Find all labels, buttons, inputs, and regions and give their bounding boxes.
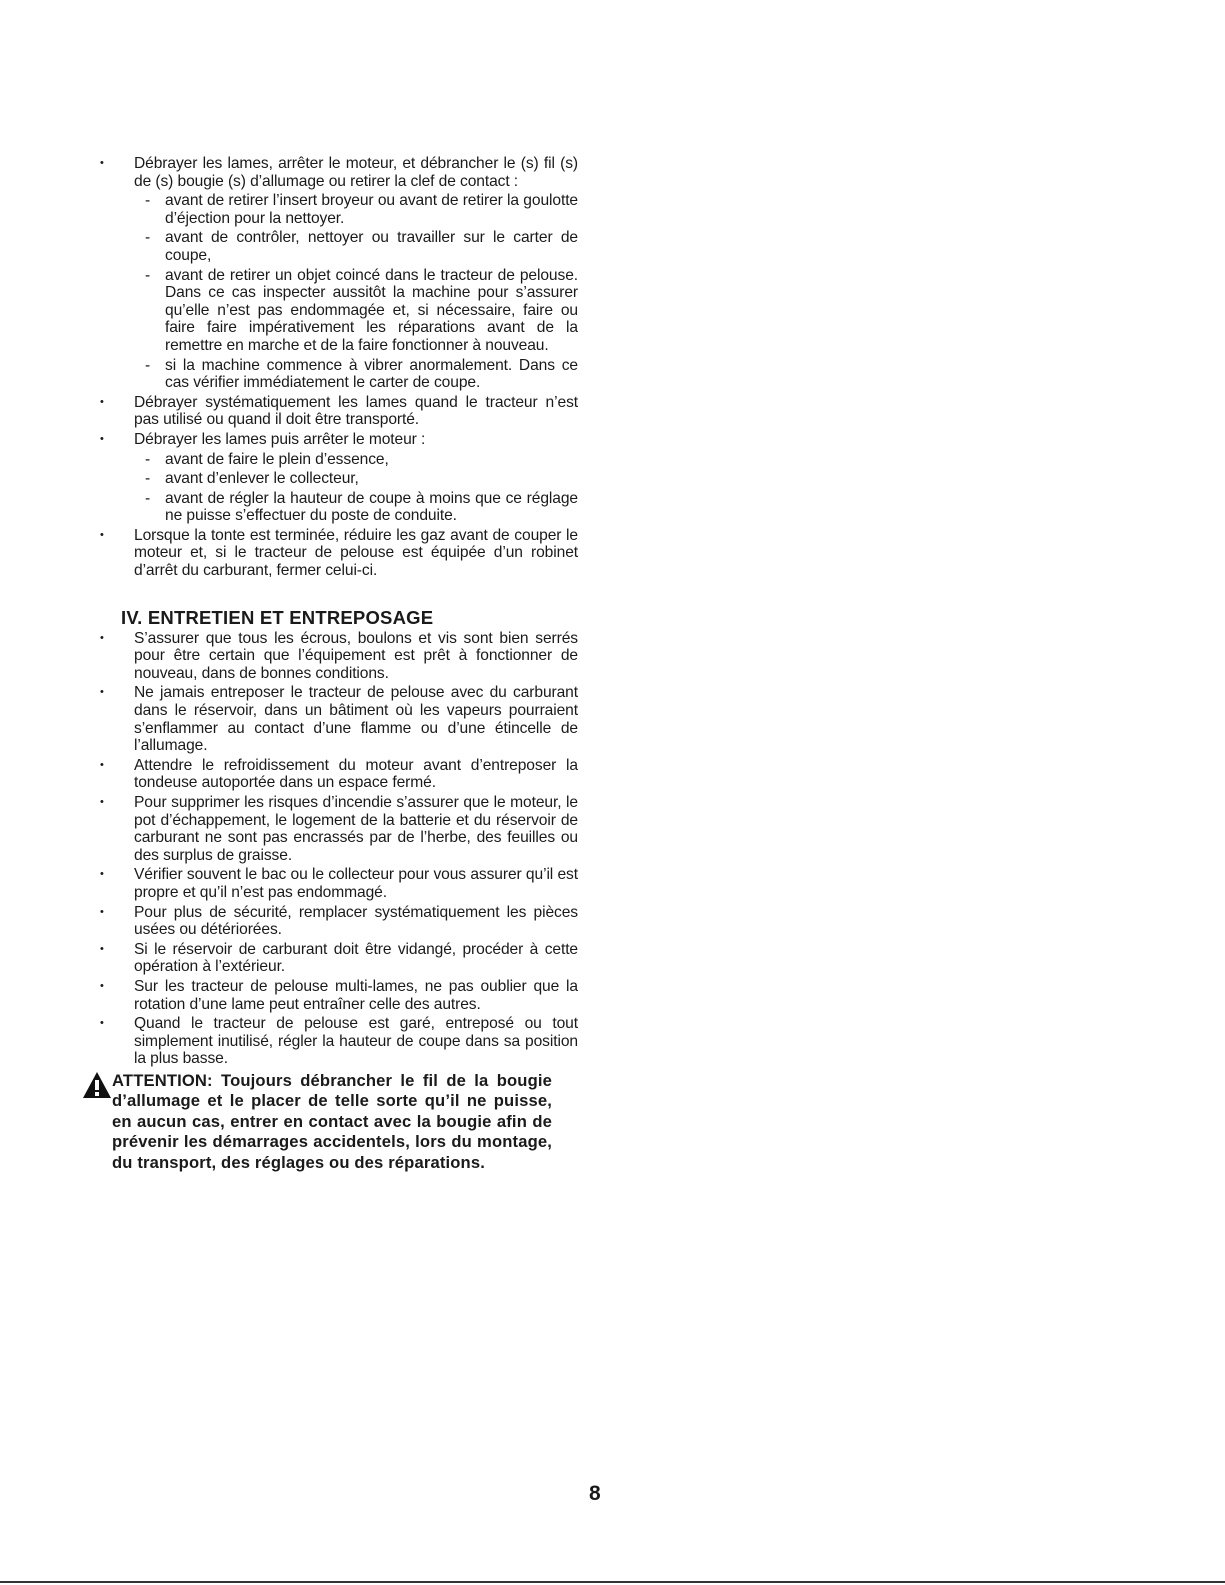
sub-item: - avant de faire le plein d’essence, <box>134 451 578 469</box>
bullet-text: • Sur les tracteur de pelouse multi-lames, ne pas oublier que la rotation d’une lame peut entraîner celle des autres. <box>134 977 578 1013</box>
sub-list <box>134 192 578 392</box>
bullet-item <box>96 394 578 429</box>
warning-text: ATTENTION: Toujours débrancher le fil de la bougie d’allumage et le placer de telle sorte qu’il ne puisse, en aucun cas, entrer en contact avec la bougie afin de prévenir les démarrages accidentels, lors du montage, du transport, des réglages ou des réparations. <box>112 1070 552 1172</box>
page-number: 8 <box>589 1482 601 1505</box>
bullet-text: • Ne jamais entreposer le tracteur de pelouse avec du carburant dans le réservoir, dans un bâtiment où les vapeurs pourraient s’enflammer au contact d’une flamme ou d’une étincelle de l’allumage. <box>134 684 578 755</box>
bullet-text: • Débrayer systématiquement les lames quand le tracteur n’est pas utilisé ou quand il doit être transporté. <box>134 393 578 429</box>
sub-item: - avant de retirer l’insert broyeur ou avant de retirer la goulotte d’éjection pour la nettoyer. <box>134 192 578 227</box>
bullet-text: • Débrayer les lames puis arrêter le moteur : <box>134 430 426 448</box>
bullet-item <box>96 684 578 754</box>
bullet-text: • Si le réservoir de carburant doit être vidangé, procéder à cette opération à l’extérieur. <box>134 940 578 976</box>
bullet-text: • Vérifier souvent le bac ou le collecteur pour vous assurer qu’il est propre et qu’il n’est pas endommagé. <box>134 866 578 901</box>
bullet-item <box>96 155 578 392</box>
sub-item: - avant de régler la hauteur de coupe à moins que ce réglage ne puisse s’effectuer du poste de conduite. <box>134 490 578 525</box>
bullet-item <box>96 630 578 683</box>
bullet-item <box>96 1015 578 1068</box>
bullet-item <box>96 866 578 901</box>
bullet-text: • Pour supprimer les risques d’incendie s’assurer que le moteur, le pot d’échappement, le logement de la batterie et du réservoir de carburant ne sont pas encrassés par de l’herbe, des feuilles ou des surplus de graisse. <box>134 794 578 864</box>
sub-list <box>134 451 578 525</box>
bullet-item <box>96 904 578 939</box>
bullet-item <box>96 431 578 525</box>
bottom-rule <box>0 1581 1225 1583</box>
warning-triangle-icon <box>82 1071 112 1099</box>
bullet-text: • Quand le tracteur de pelouse est garé, entreposé ou tout simplement inutilisé, régler la hauteur de coupe dans sa position la plus basse. <box>134 1015 578 1068</box>
sub-item: - avant de contrôler, nettoyer ou travailler sur le carter de coupe, <box>134 229 578 264</box>
bullet-text: • Attendre le refroidissement du moteur avant d’entreposer la tondeuse autoportée dans un espace fermé. <box>134 756 578 792</box>
sub-item: - si la machine commence à vibrer anormalement. Dans ce cas vérifier immédiatement le carter de coupe. <box>134 357 578 392</box>
bullet-item <box>96 978 578 1013</box>
sub-item: - avant d’enlever le collecteur, <box>134 470 578 488</box>
section-heading: IV. ENTRETIEN ET ENTREPOSAGE <box>121 606 434 628</box>
sub-item: - avant de retirer un objet coincé dans le tracteur de pelouse. Dans ce cas inspecter aussitôt la machine pour s’assurer qu’elle n’est pas endommagée et, si nécessaire, faire ou faire faire impérativement les réparations avant de la remettre en marche et de la faire fonctionner à nouveau. <box>134 267 578 355</box>
bullet-item <box>96 941 578 976</box>
bullet-text: • S’assurer que tous les écrous, boulons et vis sont bien serrés pour être certain que l’équipement est prêt à fonctionner de nouveau, dans de bonnes conditions. <box>134 629 578 682</box>
bullet-text: • Débrayer les lames, arrêter le moteur, et débrancher le (s) fil (s) de (s) bougie (s) d’allumage ou retirer la clef de contact : <box>134 155 578 190</box>
bullet-text: • Pour plus de sécurité, remplacer systématiquement les pièces usées ou détériorées. <box>134 903 578 939</box>
bullet-item <box>96 527 578 580</box>
bullet-item <box>96 757 578 792</box>
warning-block <box>96 1071 552 1173</box>
text-column <box>96 155 578 1173</box>
bullet-text: • Lorsque la tonte est terminée, réduire les gaz avant de couper le moteur et, si le tracteur de pelouse est équipée d’un robinet d’arrêt du carburant, fermer celui-ci. <box>134 526 578 580</box>
bullet-item <box>96 794 578 864</box>
